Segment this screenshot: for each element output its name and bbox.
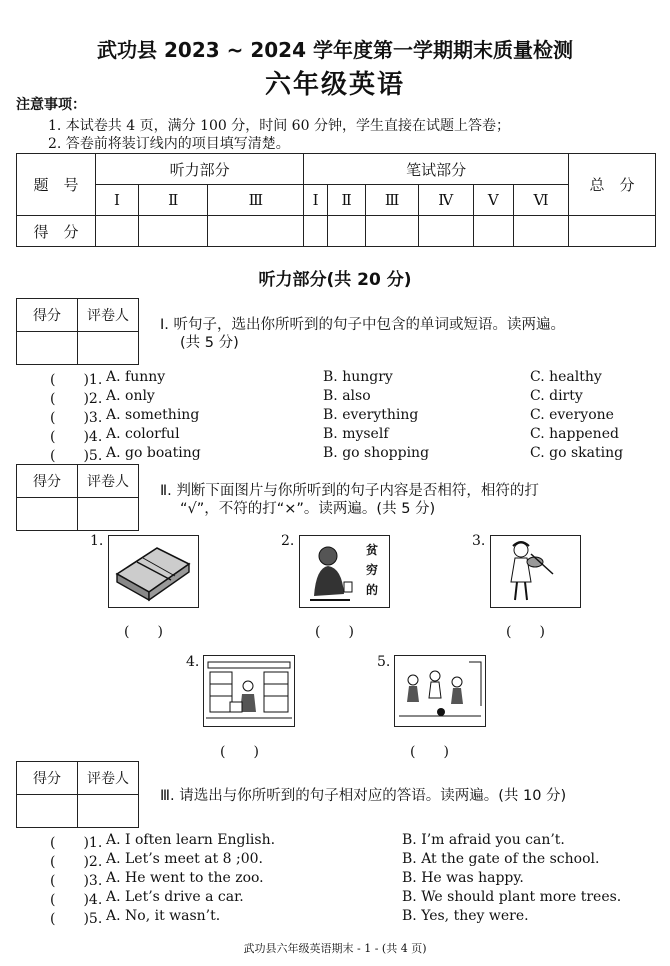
list-item — [50, 388, 660, 406]
option-b: B. also — [323, 388, 371, 404]
listening-section-heading: 听力部分(共 20 分) — [258, 270, 412, 290]
answer-paren[interactable]: ( ) — [124, 624, 163, 640]
part2-title-line2: “√”，不符的打“×”。读两遍。(共 5 分) — [180, 501, 436, 517]
grader-score-label: 得分 — [17, 465, 78, 498]
list-item — [50, 407, 660, 425]
list-item — [50, 908, 660, 926]
grader-score-label: 得分 — [17, 762, 78, 795]
page-footer: 武功县六年级英语期末 - 1 - (共 4 页) — [243, 942, 427, 955]
grader-score-cell[interactable] — [17, 498, 78, 531]
poor-char: 的 — [365, 583, 378, 597]
score-col: Ⅵ — [514, 185, 569, 216]
picture-label: 5. — [377, 654, 391, 670]
score-cell[interactable] — [418, 216, 473, 247]
picture-label: 4. — [186, 654, 200, 670]
list-item — [50, 445, 660, 463]
grader-box — [16, 298, 139, 365]
list-item — [50, 870, 660, 888]
supermarket-picture — [203, 655, 295, 727]
list-item — [50, 369, 660, 387]
option-a: A. He went to the zoo. — [106, 870, 264, 886]
list-item — [50, 851, 660, 869]
score-col: Ⅴ — [473, 185, 513, 216]
option-a: A. only — [106, 388, 155, 404]
option-a: A. go boating — [106, 445, 201, 461]
score-cell[interactable] — [569, 216, 656, 247]
part3-title: Ⅲ. 请选出与你所听到的句子相对应的答语。读两遍。(共 10 分) — [160, 788, 567, 804]
score-cell[interactable] — [304, 216, 328, 247]
poor-picture — [299, 535, 390, 608]
score-listening-header: 听力部分 — [96, 154, 304, 185]
person-icon — [300, 536, 360, 607]
answer-paren[interactable]: ( ) — [220, 744, 259, 760]
answer-paren[interactable]: ( ) — [315, 624, 354, 640]
option-a: A. something — [106, 407, 200, 423]
question-number[interactable]: ( )2. — [50, 854, 103, 870]
question-number[interactable]: ( )1. — [50, 835, 103, 851]
question-number[interactable]: ( )3. — [50, 873, 103, 889]
list-item — [50, 426, 660, 444]
option-a: A. Let’s drive a car. — [106, 889, 244, 905]
grader-score-cell[interactable] — [17, 332, 78, 365]
picture-label: 3. — [472, 533, 486, 549]
score-col: Ⅱ — [327, 185, 365, 216]
children-playing-icon — [395, 656, 485, 726]
grader-score-cell[interactable] — [17, 795, 78, 828]
picture-label: 1. — [90, 533, 104, 549]
option-b: B. go shopping — [323, 445, 430, 461]
part2-title: Ⅱ. 判断下面图片与你所听到的句子内容是否相符，相符的打 — [160, 483, 539, 499]
grader-box — [16, 464, 139, 531]
answer-paren[interactable]: ( ) — [506, 624, 545, 640]
violin-picture — [490, 535, 581, 608]
score-cell[interactable] — [96, 216, 139, 247]
grader-name-cell[interactable] — [78, 498, 139, 531]
grader-name-label: 评卷人 — [78, 299, 139, 332]
question-number[interactable]: ( )4. — [50, 892, 103, 908]
answer-paren[interactable]: ( ) — [410, 744, 449, 760]
notice-item: 1. 本试卷共 4 页，满分 100 分，时间 60 分钟，学生直接在试题上答卷； — [48, 118, 510, 134]
score-cell[interactable] — [514, 216, 569, 247]
option-a: A. No, it wasn’t. — [106, 908, 221, 924]
option-c: C. dirty — [530, 388, 583, 404]
option-c: C. healthy — [530, 369, 602, 385]
score-col: Ⅲ — [366, 185, 419, 216]
score-cell[interactable] — [208, 216, 304, 247]
poor-char: 穷 — [365, 563, 378, 577]
score-cell[interactable] — [366, 216, 419, 247]
score-cell[interactable] — [327, 216, 365, 247]
grader-score-label: 得分 — [17, 299, 78, 332]
pencil-case-picture — [108, 535, 199, 608]
poor-char: 贫 — [365, 543, 378, 557]
question-number[interactable]: ( )5. — [50, 911, 103, 927]
option-a: A. I often learn English. — [106, 832, 276, 848]
option-c: C. go skating — [530, 445, 624, 461]
option-b: B. everything — [323, 407, 419, 423]
score-total-header: 总 分 — [569, 154, 656, 216]
score-table — [16, 153, 656, 247]
question-number[interactable]: ( )4. — [50, 429, 103, 445]
score-cell[interactable] — [138, 216, 207, 247]
question-number[interactable]: ( )5. — [50, 448, 103, 464]
option-b: B. He was happy. — [402, 870, 524, 886]
list-item — [50, 889, 660, 907]
score-row-label-score: 得 分 — [17, 216, 96, 247]
shopping-icon — [204, 656, 294, 726]
question-number[interactable]: ( )2. — [50, 391, 103, 407]
grader-name-label: 评卷人 — [78, 465, 139, 498]
violin-girl-icon — [491, 536, 580, 607]
question-number[interactable]: ( )3. — [50, 410, 103, 426]
score-col: Ⅰ — [96, 185, 139, 216]
option-b: B. We should plant more trees. — [402, 889, 622, 905]
score-col: Ⅱ — [138, 185, 207, 216]
exam-subtitle: 六年级英语 — [264, 70, 405, 100]
option-b: B. myself — [323, 426, 389, 442]
list-item — [50, 832, 660, 850]
grader-name-cell[interactable] — [78, 795, 139, 828]
notice-item: 2. 答卷前将装订线内的项目填写清楚。 — [48, 136, 290, 152]
option-a: A. Let’s meet at 8 ;00. — [106, 851, 263, 867]
grader-box — [16, 761, 139, 828]
score-written-header: 笔试部分 — [304, 154, 569, 185]
option-c: C. happened — [530, 426, 619, 442]
option-b: B. Yes, they were. — [402, 908, 529, 924]
part1-title: Ⅰ. 听句子，选出你所听到的句子中包含的单词或短语。读两遍。 — [160, 317, 565, 333]
option-b: B. I’m afraid you can’t. — [402, 832, 565, 848]
score-row-label-number: 题 号 — [17, 154, 96, 216]
option-a: A. colorful — [106, 426, 180, 442]
playing-picture — [394, 655, 486, 727]
part1-points: (共 5 分) — [180, 335, 239, 351]
option-a: A. funny — [106, 369, 166, 385]
exam-title: 武功县 2023 ~ 2024 学年度第一学期期末质量检测 — [97, 38, 573, 62]
score-cell[interactable] — [473, 216, 513, 247]
picture-label: 2. — [281, 533, 295, 549]
option-b: B. hungry — [323, 369, 393, 385]
pencil-case-icon — [109, 536, 198, 607]
option-c: C. everyone — [530, 407, 614, 423]
score-col: Ⅲ — [208, 185, 304, 216]
question-number[interactable]: ( )1. — [50, 372, 103, 388]
score-col: Ⅰ — [304, 185, 328, 216]
notice-heading: 注意事项： — [16, 97, 86, 113]
option-b: B. At the gate of the school. — [402, 851, 600, 867]
score-col: Ⅳ — [418, 185, 473, 216]
grader-name-cell[interactable] — [78, 332, 139, 365]
grader-name-label: 评卷人 — [78, 762, 139, 795]
